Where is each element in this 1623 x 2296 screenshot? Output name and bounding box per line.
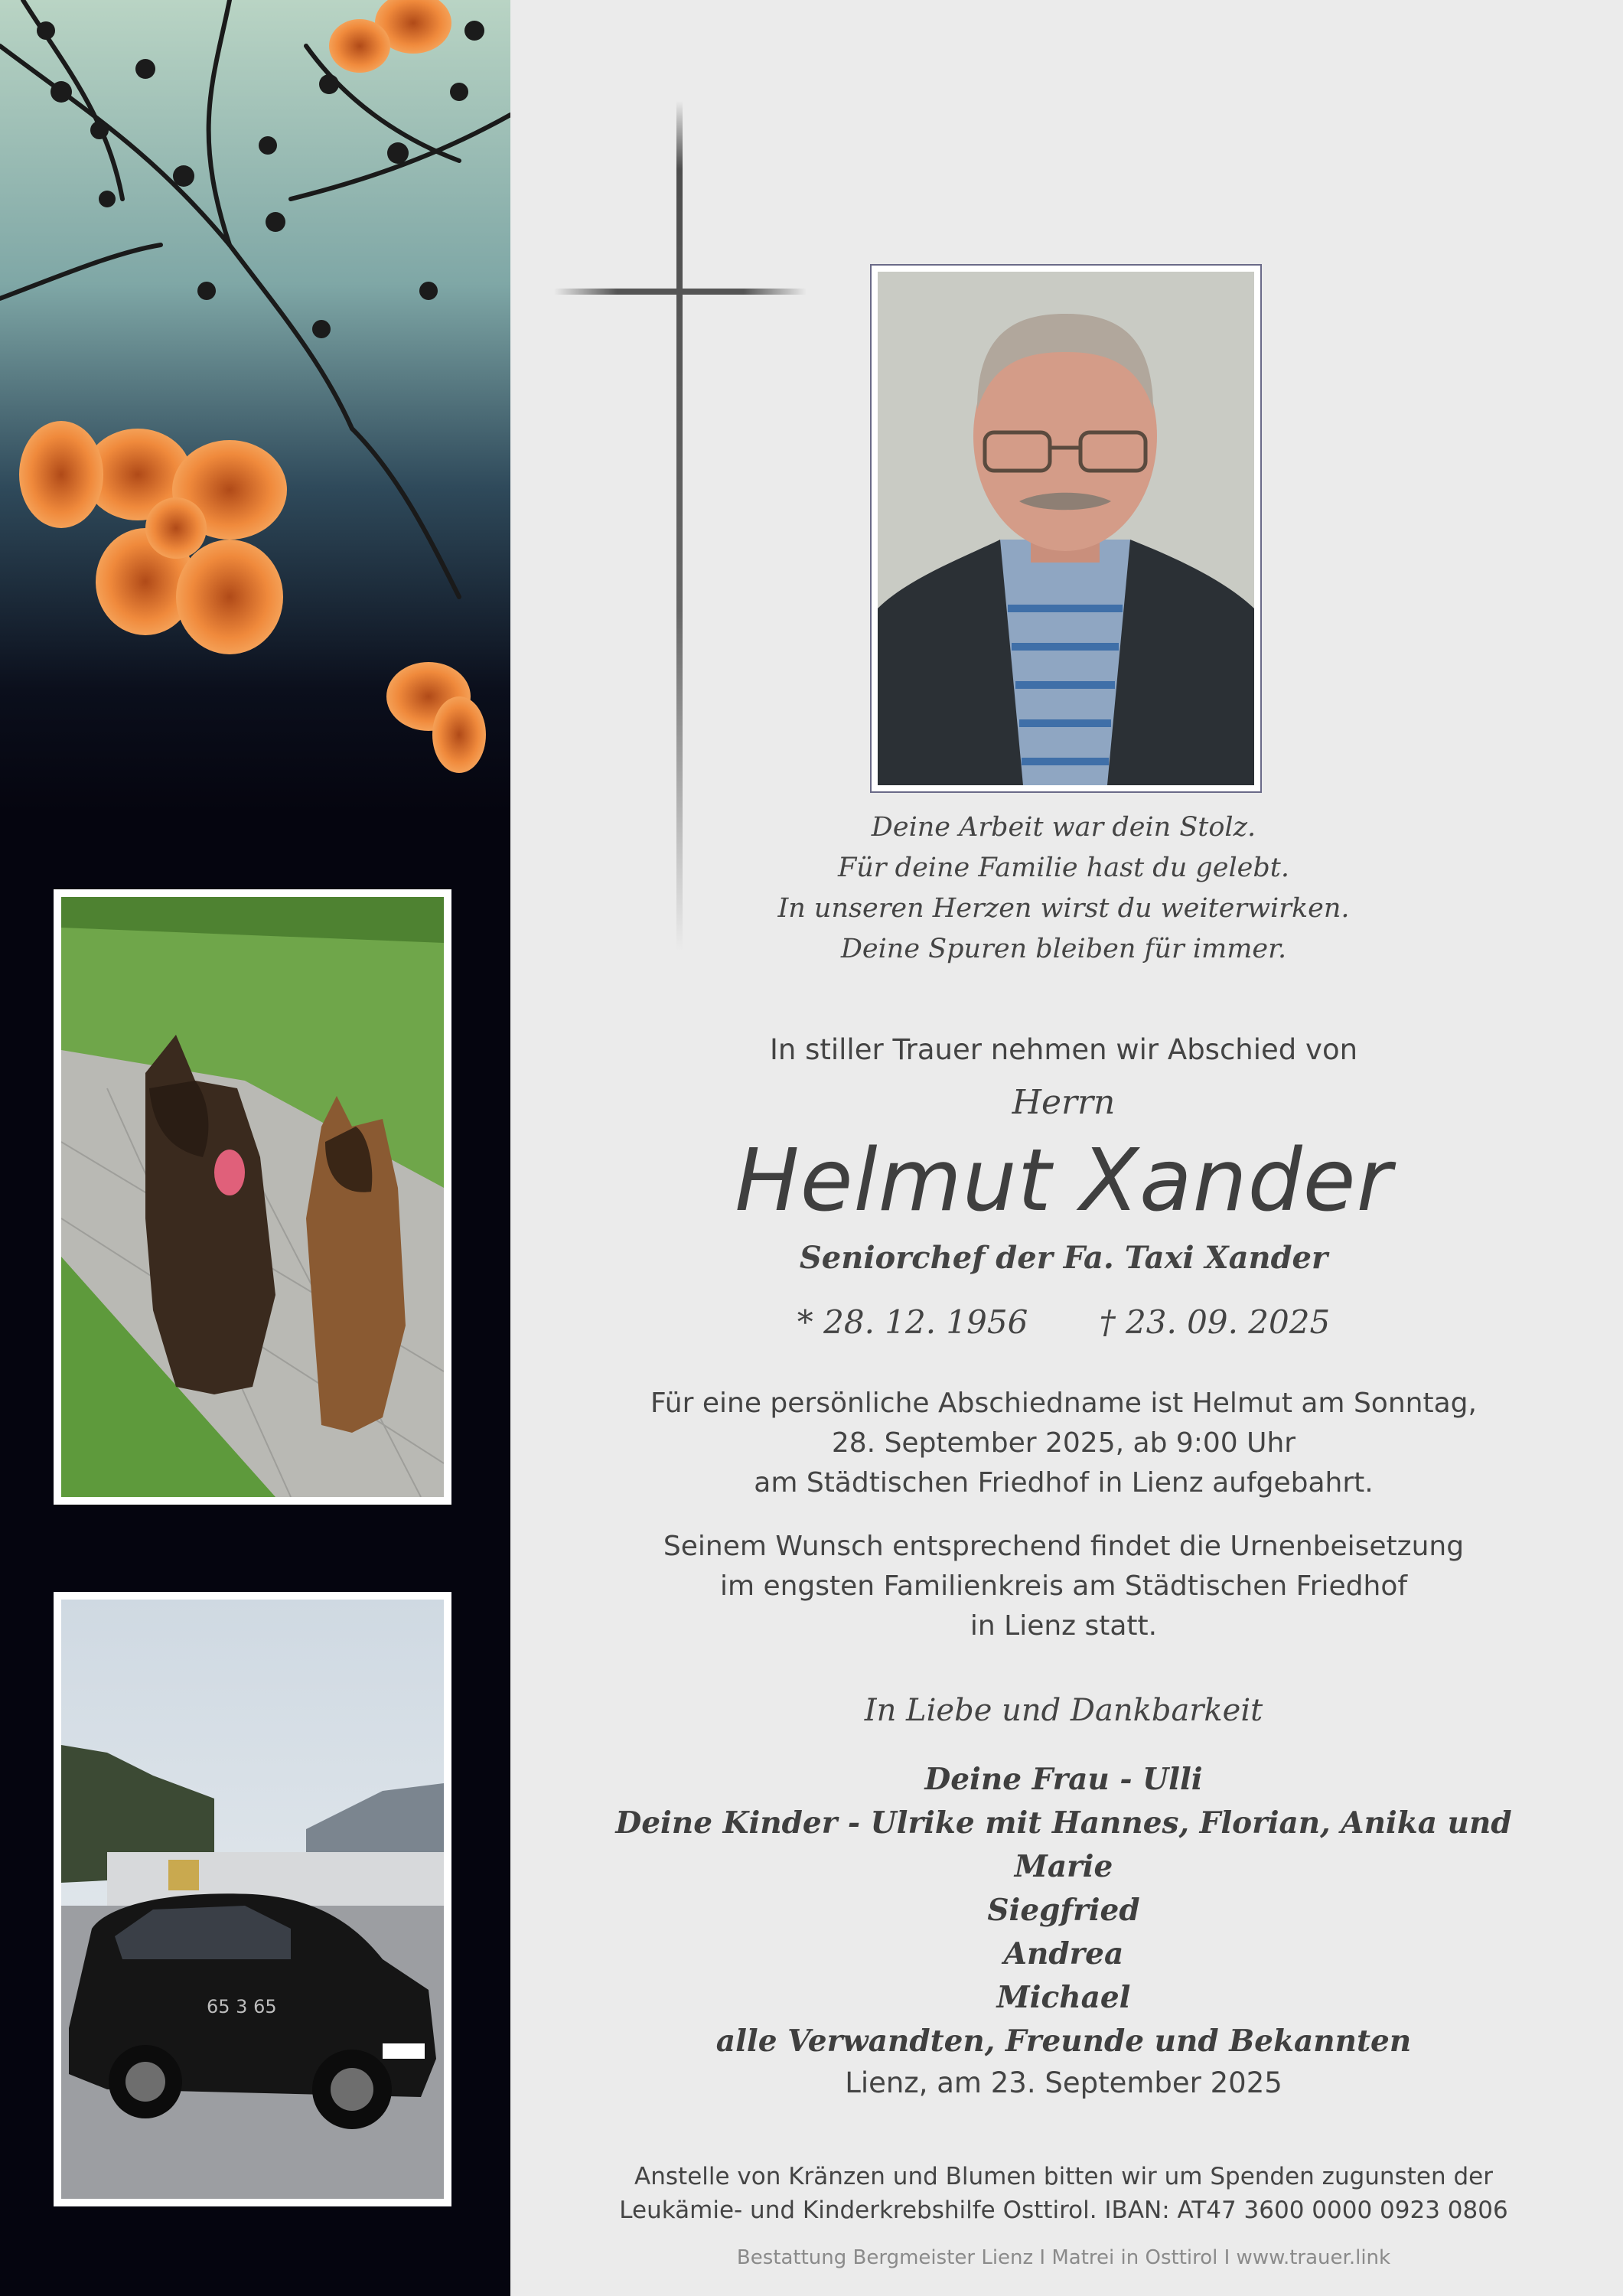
deceased-portrait: [870, 264, 1262, 793]
life-dates: [597, 1303, 1530, 1341]
viewing-line: Für eine persönliche Abschiedname ist Helmut am Sonntag,: [650, 1388, 1477, 1419]
dogs-photo: [54, 889, 451, 1505]
mourner: Deine Kinder - Ulrike mit Hannes, Florian, Anika und Marie: [615, 1805, 1512, 1884]
mourners-list: [597, 1758, 1530, 2063]
poem: [597, 807, 1530, 970]
deceased-title: Seniorchef der Fa. Taxi Xander: [799, 1240, 1328, 1276]
closing-phrase: In Liebe und Dankbarkeit: [864, 1693, 1263, 1728]
burial-line: im engsten Familienkreis am Städtischen Friedhof: [719, 1570, 1408, 1602]
viewing-info: [597, 1384, 1530, 1503]
burial-line: in Lienz statt.: [970, 1610, 1158, 1642]
poem-line: Für deine Familie hast du gelebt.: [837, 853, 1289, 883]
place-and-date: Lienz, am 23. September 2025: [845, 2066, 1282, 2099]
death-date: † 23. 09. 2025: [1099, 1303, 1331, 1341]
mourner: Michael: [996, 1980, 1131, 2015]
donation-request: [597, 2160, 1530, 2227]
car-number-text: 65 3 65: [207, 1996, 277, 2017]
donation-line: Anstelle von Kränzen und Blumen bitten wir um Spenden zugunsten der: [634, 2163, 1493, 2190]
cross-icon-horizontal: [554, 289, 807, 295]
viewing-line: 28. September 2025, ab 9:00 Uhr: [831, 1427, 1296, 1459]
burial-info: [597, 1527, 1530, 1646]
birth-date: * 28. 12. 1956: [797, 1303, 1028, 1341]
burial-line: Seinem Wunsch entsprechend findet die Urnenbeisetzung: [663, 1531, 1465, 1562]
viewing-line: am Städtischen Friedhof in Lienz aufgebahrt.: [754, 1467, 1374, 1499]
poem-line: Deine Arbeit war dein Stolz.: [871, 812, 1256, 843]
donation-line: Leukämie- und Kinderkrebshilfe Osttirol. IBAN: AT47 3600 0000 0923 0806: [619, 2197, 1508, 2224]
announcement-intro: In stiller Trauer nehmen wir Abschied von: [769, 1033, 1358, 1066]
salutation: Herrn: [1012, 1083, 1116, 1122]
poem-line: In unseren Herzen wirst du weiterwirken.: [777, 893, 1350, 924]
mourner: alle Verwandten, Freunde und Bekannten: [715, 2024, 1412, 2059]
taxi-car-photo: [54, 1592, 451, 2206]
poem-line: Deine Spuren bleiben für immer.: [840, 934, 1287, 964]
flower-branch-image: [0, 0, 510, 811]
mourner: Andrea: [1003, 1936, 1124, 1971]
funeral-home-footer: Bestattung Bergmeister Lienz I Matrei in Osttirol I www.trauer.link: [736, 2246, 1391, 2269]
mourner: Deine Frau - Ulli: [924, 1762, 1203, 1797]
deceased-name: Helmut Xander: [735, 1131, 1393, 1231]
decorative-side-panel: [0, 0, 510, 2296]
mourner: Siegfried: [987, 1893, 1140, 1928]
